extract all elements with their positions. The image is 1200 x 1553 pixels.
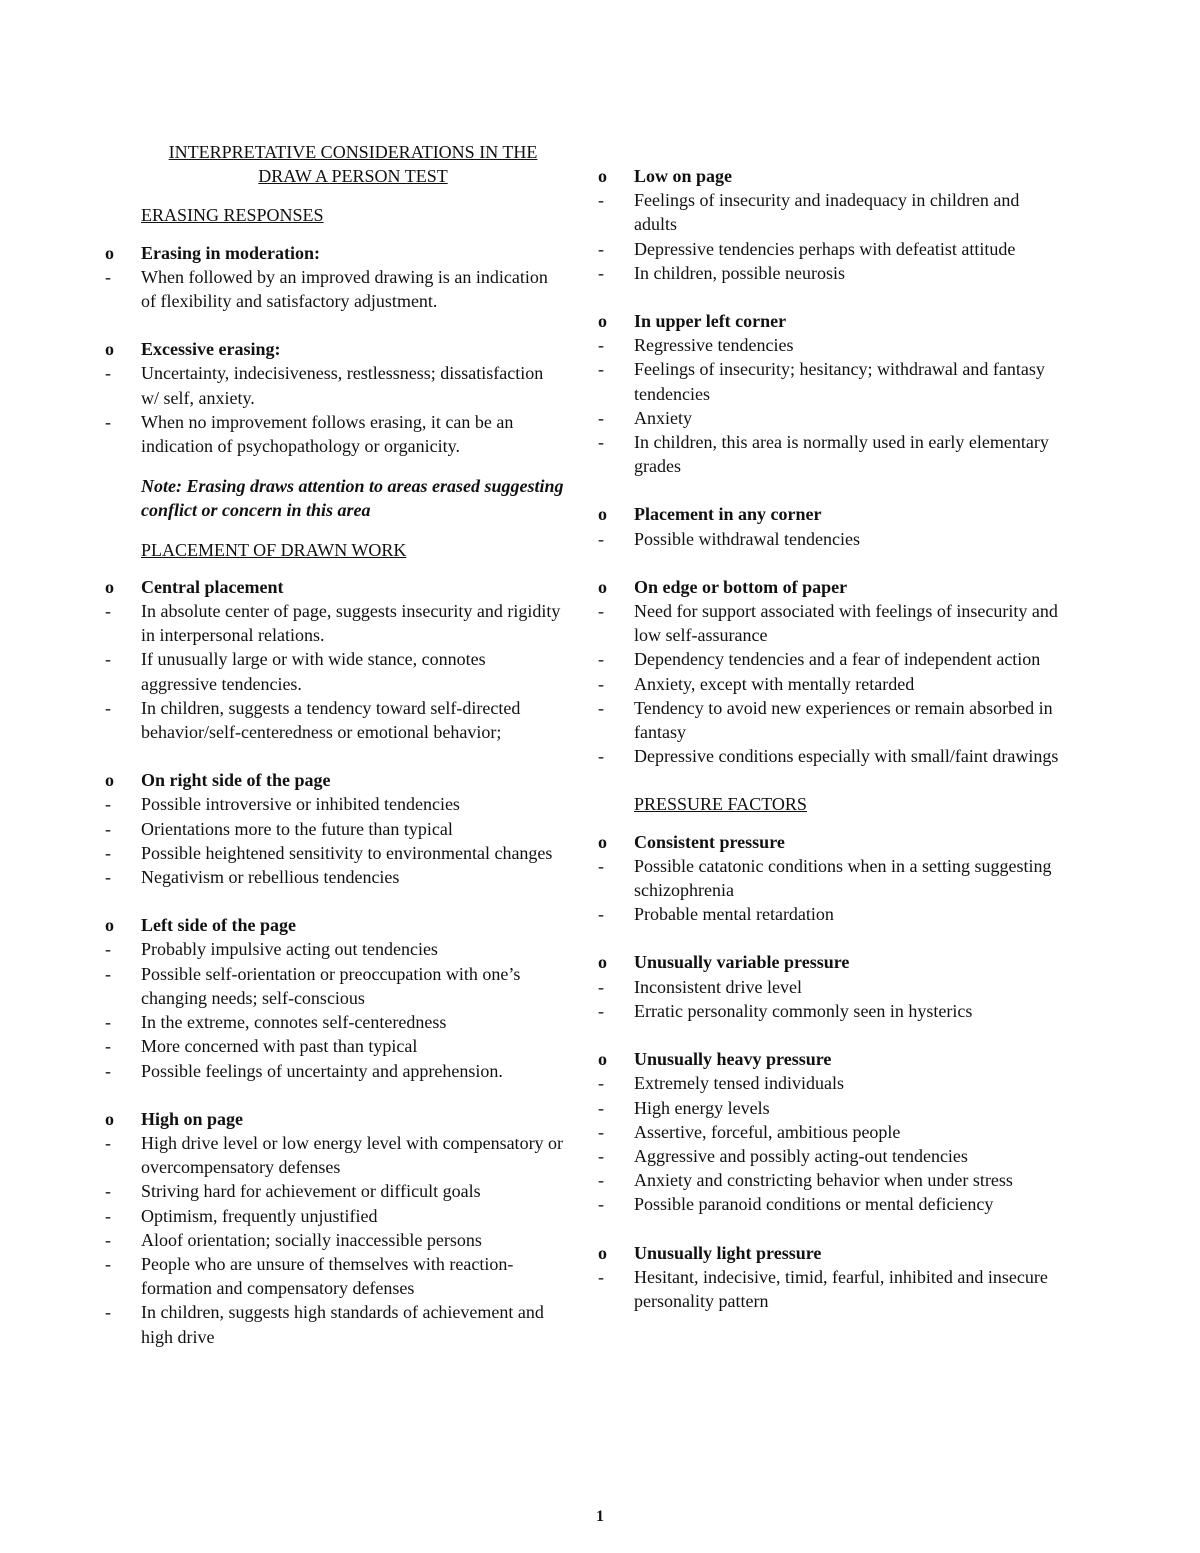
list-item [105, 1300, 565, 1348]
dash-marker: - [598, 601, 604, 622]
group-heading-row [105, 575, 565, 599]
list-item-text: Possible paranoid conditions or mental deficiency [634, 1194, 994, 1215]
list-item [105, 1228, 565, 1252]
dash-marker: - [598, 335, 604, 356]
section-heading: ERASING RESPONSES [141, 205, 324, 226]
list-item [598, 1144, 1063, 1168]
list-item [105, 1204, 565, 1228]
list-item [598, 854, 1063, 902]
group-heading: Excessive erasing: [141, 339, 281, 360]
list-item [598, 672, 1063, 696]
left-column [105, 140, 565, 1373]
group-heading-row [598, 830, 1063, 854]
bullet-marker: o [598, 831, 607, 852]
section-heading: PRESSURE FACTORS [634, 794, 807, 815]
dash-marker: - [598, 904, 604, 925]
dash-marker: - [598, 1073, 604, 1094]
section-heading: PLACEMENT OF DRAWN WORK [141, 539, 407, 560]
title-line: INTERPRETATIVE CONSIDERATIONS IN THE [168, 142, 538, 162]
note-text: Note: Erasing draws attention to areas erased suggesting conflict or concern in this area [141, 476, 564, 521]
dash-marker: - [598, 697, 604, 718]
item-group [105, 241, 565, 314]
list-item [105, 841, 565, 865]
list-item-text: Negativism or rebellious tendencies [141, 867, 400, 888]
list-item [105, 1010, 565, 1034]
list-item [105, 361, 565, 409]
list-item [598, 696, 1063, 744]
group-heading-row [105, 337, 565, 361]
list-item-text: In absolute center of page, suggests insecurity and rigidity in interpersonal relations. [141, 601, 561, 646]
list-item [105, 599, 565, 647]
bullet-marker: o [105, 576, 114, 597]
group-heading: Central placement [141, 576, 284, 597]
bullet-marker: o [598, 1242, 607, 1263]
list-item [598, 237, 1063, 261]
list-item [598, 1096, 1063, 1120]
list-item [105, 696, 565, 744]
group-heading-row [598, 502, 1063, 526]
dash-marker: - [598, 238, 604, 259]
item-group [105, 337, 565, 458]
group-heading: Low on page [634, 166, 733, 186]
list-item-text: Possible self-orientation or preoccupation with one’s changing needs; self-conscious [141, 963, 521, 1008]
dash-marker: - [105, 1036, 111, 1057]
group-heading: Consistent pressure [634, 831, 785, 852]
list-item-text: Probable mental retardation [634, 904, 834, 925]
list-item-text: Regressive tendencies [634, 335, 794, 356]
bullet-marker: o [105, 915, 114, 936]
list-item-text: Orientations more to the future than typical [141, 818, 453, 839]
group-heading-row [598, 1047, 1063, 1071]
dash-marker: - [105, 649, 111, 670]
group-heading-row [598, 1241, 1063, 1265]
list-item [598, 430, 1063, 478]
list-item-text: In children, this area is normally used in early elementary grades [634, 432, 1049, 477]
list-item-text: Striving hard for achievement or difficult goals [141, 1181, 481, 1202]
list-item-text: In children, possible neurosis [634, 262, 845, 283]
list-item-text: Need for support associated with feelings of insecurity and low self-assurance [634, 601, 1058, 646]
list-item [598, 1071, 1063, 1095]
dash-marker: - [598, 673, 604, 694]
list-item [598, 406, 1063, 430]
bullet-marker: o [105, 242, 114, 263]
list-item-text: Extremely tensed individuals [634, 1073, 844, 1094]
list-item [598, 1168, 1063, 1192]
dash-marker: - [598, 190, 604, 211]
dash-marker: - [105, 1060, 111, 1081]
group-heading: Unusually variable pressure [634, 952, 850, 973]
list-item [105, 410, 565, 458]
list-item [598, 999, 1063, 1023]
list-item [598, 357, 1063, 405]
item-group [105, 913, 565, 1082]
dash-marker: - [598, 262, 604, 283]
list-item-text: Anxiety, except with mentally retarded [634, 673, 915, 694]
list-item [105, 937, 565, 961]
list-item-text: Tendency to avoid new experiences or remain absorbed in fantasy [634, 697, 1053, 743]
group-heading: On right side of the page [141, 770, 331, 791]
list-item [598, 599, 1063, 647]
group-heading: Erasing in moderation: [141, 242, 321, 263]
group-heading: High on page [141, 1108, 244, 1129]
dash-marker: - [105, 939, 111, 960]
item-group [105, 768, 565, 889]
list-item [598, 527, 1063, 551]
bullet-marker: o [598, 504, 607, 525]
list-item-text: Feelings of insecurity and inadequacy in children and adults [634, 190, 1020, 235]
dash-marker: - [105, 963, 111, 984]
list-item-text: When followed by an improved drawing is an indication of flexibility and satisfactory adjustment. [141, 266, 548, 312]
item-group [598, 1047, 1063, 1216]
dash-marker: - [105, 1229, 111, 1250]
dash-marker: - [598, 528, 604, 549]
list-item-text: When no improvement follows erasing, it can be an indication of psychopathology or organicity. [141, 411, 514, 457]
group-heading-row [105, 913, 565, 937]
dash-marker: - [598, 649, 604, 670]
dash-marker: - [105, 794, 111, 815]
list-item [105, 1059, 565, 1083]
list-item-text: Aloof orientation; socially inaccessible persons [141, 1229, 482, 1250]
group-heading: Placement in any corner [634, 504, 822, 525]
list-item-text: Inconsistent drive level [634, 976, 802, 997]
dash-marker: - [598, 855, 604, 876]
list-item [105, 1131, 565, 1179]
group-heading-row [598, 164, 1063, 188]
title-line: DRAW A PERSON TEST [258, 166, 448, 187]
list-item-text: Dependency tendencies and a fear of independent action [634, 649, 1041, 670]
dash-marker: - [105, 867, 111, 888]
group-heading: In upper left corner [634, 311, 787, 332]
list-item [598, 1120, 1063, 1144]
list-item-text: Possible feelings of uncertainty and apprehension. [141, 1060, 503, 1081]
group-heading-row [105, 768, 565, 792]
dash-marker: - [105, 697, 111, 718]
list-item-text: Uncertainty, indecisiveness, restlessness; dissatisfaction w/ self, anxiety. [141, 363, 544, 408]
list-item [105, 1034, 565, 1058]
list-item [105, 962, 565, 1010]
bullet-marker: o [105, 770, 114, 791]
dash-marker: - [598, 1194, 604, 1215]
list-item [598, 333, 1063, 357]
dash-marker: - [598, 1170, 604, 1191]
list-item-text: Anxiety [634, 407, 692, 428]
list-item-text: High energy levels [634, 1097, 770, 1118]
bullet-marker: o [598, 1049, 607, 1070]
list-item-text: Possible withdrawal tendencies [634, 528, 860, 549]
item-group [598, 164, 1063, 285]
list-item [105, 865, 565, 889]
group-heading-row [598, 309, 1063, 333]
list-item-text: Probably impulsive acting out tendencies [141, 939, 438, 960]
list-item [598, 744, 1063, 768]
dash-marker: - [598, 407, 604, 428]
list-item [598, 647, 1063, 671]
bullet-marker: o [598, 311, 607, 332]
list-item-text: If unusually large or with wide stance, connotes aggressive tendencies. [141, 649, 486, 694]
dash-marker: - [598, 432, 604, 453]
dash-marker: - [105, 1012, 111, 1033]
item-group [598, 575, 1063, 769]
item-group [598, 1241, 1063, 1314]
list-item [598, 1192, 1063, 1216]
group-heading-row [105, 241, 565, 265]
group-heading-row [598, 950, 1063, 974]
dash-marker: - [598, 1145, 604, 1166]
dash-marker: - [105, 818, 111, 839]
dash-marker: - [598, 976, 604, 997]
dash-marker: - [105, 411, 111, 432]
dash-marker: - [105, 1181, 111, 1202]
group-heading: Left side of the page [141, 915, 296, 936]
dash-marker: - [105, 1302, 111, 1323]
item-group [598, 502, 1063, 550]
list-item [598, 261, 1063, 285]
dash-marker: - [598, 1121, 604, 1142]
group-heading: Unusually light pressure [634, 1242, 822, 1263]
group-heading: Unusually heavy pressure [634, 1049, 832, 1070]
list-item [105, 1252, 565, 1300]
list-item [105, 265, 565, 313]
list-item [598, 1265, 1063, 1313]
group-heading-row [598, 575, 1063, 599]
item-group [598, 950, 1063, 1023]
dash-marker: - [105, 601, 111, 622]
group-heading: On edge or bottom of paper [634, 576, 848, 597]
right-column [598, 140, 1063, 1337]
list-item-text: Anxiety and constricting behavior when under stress [634, 1170, 1013, 1191]
list-item-text: In the extreme, connotes self-centeredness [141, 1012, 447, 1033]
list-item-text: Possible introversive or inhibited tendencies [141, 794, 460, 815]
bullet-marker: o [105, 339, 114, 360]
bullet-marker: o [105, 1108, 114, 1129]
item-group [598, 830, 1063, 927]
list-item-text: Possible catatonic conditions when in a setting suggesting schizophrenia [634, 855, 1052, 901]
bullet-marker: o [598, 576, 607, 597]
dash-marker: - [105, 363, 111, 384]
list-item-text: In children, suggests high standards of achievement and high drive [141, 1302, 544, 1347]
list-item-text: Possible heightened sensitivity to environmental changes [141, 842, 553, 863]
dash-marker: - [105, 266, 111, 287]
list-item-text: Erratic personality commonly seen in hysterics [634, 1000, 973, 1021]
list-item [105, 792, 565, 816]
list-item-text: Aggressive and possibly acting-out tendencies [634, 1145, 968, 1166]
list-item-text: High drive level or low energy level with compensatory or overcompensatory defenses [141, 1132, 564, 1178]
dash-marker: - [105, 1132, 111, 1153]
dash-marker: - [105, 842, 111, 863]
item-group [598, 309, 1063, 478]
dash-marker: - [105, 1205, 111, 1226]
dash-marker: - [598, 1266, 604, 1287]
list-item [105, 647, 565, 695]
group-heading-row [105, 1107, 565, 1131]
list-item-text: More concerned with past than typical [141, 1036, 418, 1057]
list-item-text: In children, suggests a tendency toward self-directed behavior/self-centeredness or emotional behavior; [141, 697, 521, 743]
document-title [141, 140, 565, 188]
page-number: 1 [596, 1508, 604, 1525]
item-group [105, 575, 565, 744]
list-item-text: Depressive tendencies perhaps with defeatist attitude [634, 238, 1016, 259]
list-item [598, 975, 1063, 999]
list-item-text: Hesitant, indecisive, timid, fearful, inhibited and insecure personality pattern [634, 1266, 1048, 1311]
bullet-marker: o [598, 952, 607, 973]
list-item-text: People who are unsure of themselves with reaction-formation and compensatory defenses [141, 1253, 514, 1299]
item-group [105, 1107, 565, 1349]
dash-marker: - [598, 1097, 604, 1118]
dash-marker: - [598, 359, 604, 380]
bullet-marker: o [598, 166, 607, 186]
dash-marker: - [598, 1000, 604, 1021]
list-item [598, 902, 1063, 926]
dash-marker: - [105, 1253, 111, 1274]
list-item-text: Optimism, frequently unjustified [141, 1205, 378, 1226]
list-item [598, 188, 1063, 236]
list-item-text: Assertive, forceful, ambitious people [634, 1121, 901, 1142]
dash-marker: - [598, 746, 604, 767]
list-item-text: Feelings of insecurity; hesitancy; withdrawal and fantasy tendencies [634, 359, 1045, 404]
list-item [105, 817, 565, 841]
list-item [105, 1179, 565, 1203]
list-item-text: Depressive conditions especially with small/faint drawings [634, 746, 1059, 767]
